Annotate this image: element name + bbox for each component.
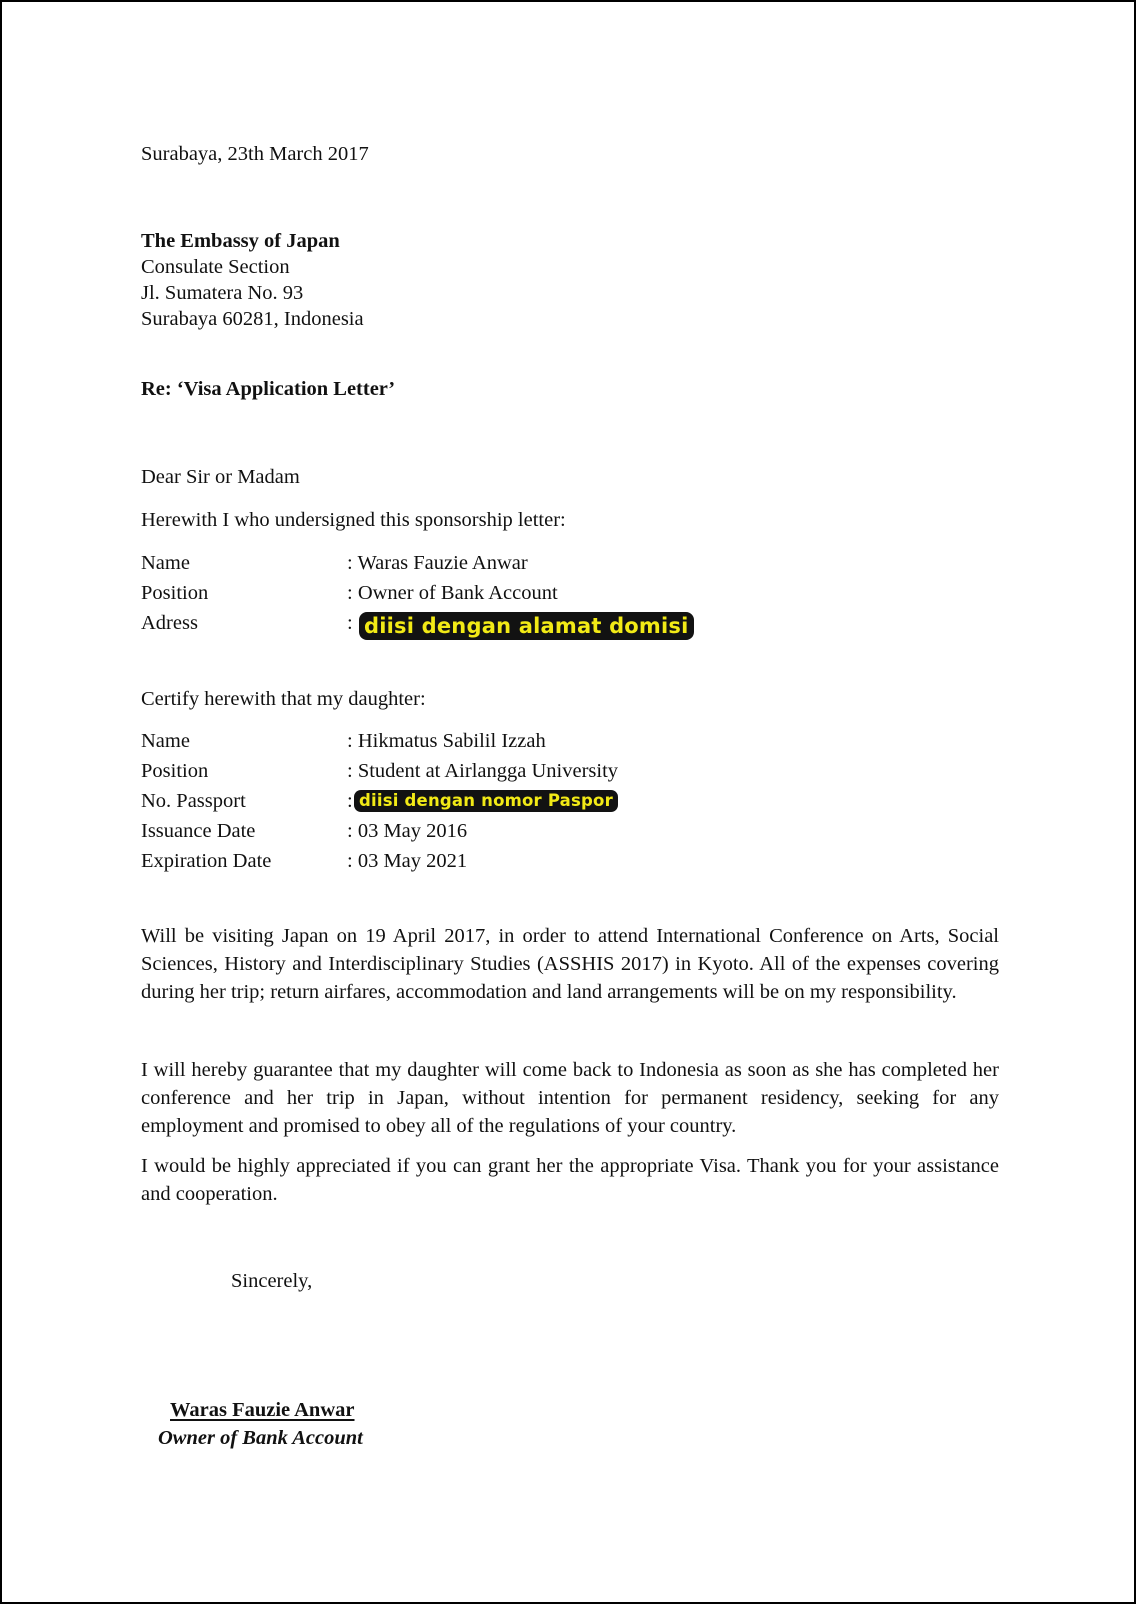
expiration-date-value: : 03 May 2021 [347,850,468,872]
subject-line: Re: ‘Visa Application Letter’ [141,378,396,400]
recipient-line1: Consulate Section [141,256,290,278]
passport-label: No. Passport [141,790,246,812]
daughter-position-label: Position [141,760,209,782]
closing: Sincerely, [231,1270,313,1292]
body-paragraph-2: I will hereby guarantee that my daughter will come back to Indonesia as soon as she has completed her conference and her trip in Japan, without intention for permanent residency, seeking for any employment and promised to obey all of the regulations of your country. [141,1059,999,1137]
recipient-line2: Jl. Sumatera No. 93 [141,282,304,304]
daughter-name-label: Name [141,730,190,752]
sponsor-address-colon: : [347,612,353,634]
passport-placeholder-highlight: diisi dengan nomor Paspor [354,790,618,812]
issuance-date-label: Issuance Date [141,820,256,842]
intro-line: Herewith I who undersigned this sponsorship letter: [141,509,566,531]
certify-intro: Certify herewith that my daughter: [141,688,426,710]
daughter-name-value: : Hikmatus Sabilil Izzah [347,730,546,752]
daughter-position-value: : Student at Airlangga University [347,760,619,782]
signature-title: Owner of Bank Account [158,1427,363,1449]
recipient-line3: Surabaya 60281, Indonesia [141,308,364,330]
body-paragraph-3: I would be highly appreciated if you can grant her the appropriate Visa. Thank you for your assistance and cooperation. [141,1155,999,1205]
expiration-date-label: Expiration Date [141,850,272,872]
salutation: Dear Sir or Madam [141,466,300,488]
date-line: Surabaya, 23th March 2017 [141,143,369,165]
signature-name: Waras Fauzie Anwar [170,1399,355,1421]
body-paragraph-1: Will be visiting Japan on 19 April 2017, in order to attend International Conference on Arts, Social Sciences, History and Interdisciplinary Studies (ASSHIS 2017) in Kyoto. All of the expenses covering during her trip; return airfares, accommodation and land arrangements will be on my responsibility. [141,925,999,1003]
sponsor-position-value: : Owner of Bank Account [347,582,558,604]
passport-colon: : [347,790,353,812]
recipient-name: The Embassy of Japan [141,230,340,252]
address-placeholder-highlight: diisi dengan alamat domisi [359,612,694,640]
sponsor-address-label: Adress [141,612,198,634]
sponsor-name-value: : Waras Fauzie Anwar [347,552,528,574]
sponsor-name-label: Name [141,552,190,574]
sponsor-position-label: Position [141,582,209,604]
issuance-date-value: : 03 May 2016 [347,820,468,842]
